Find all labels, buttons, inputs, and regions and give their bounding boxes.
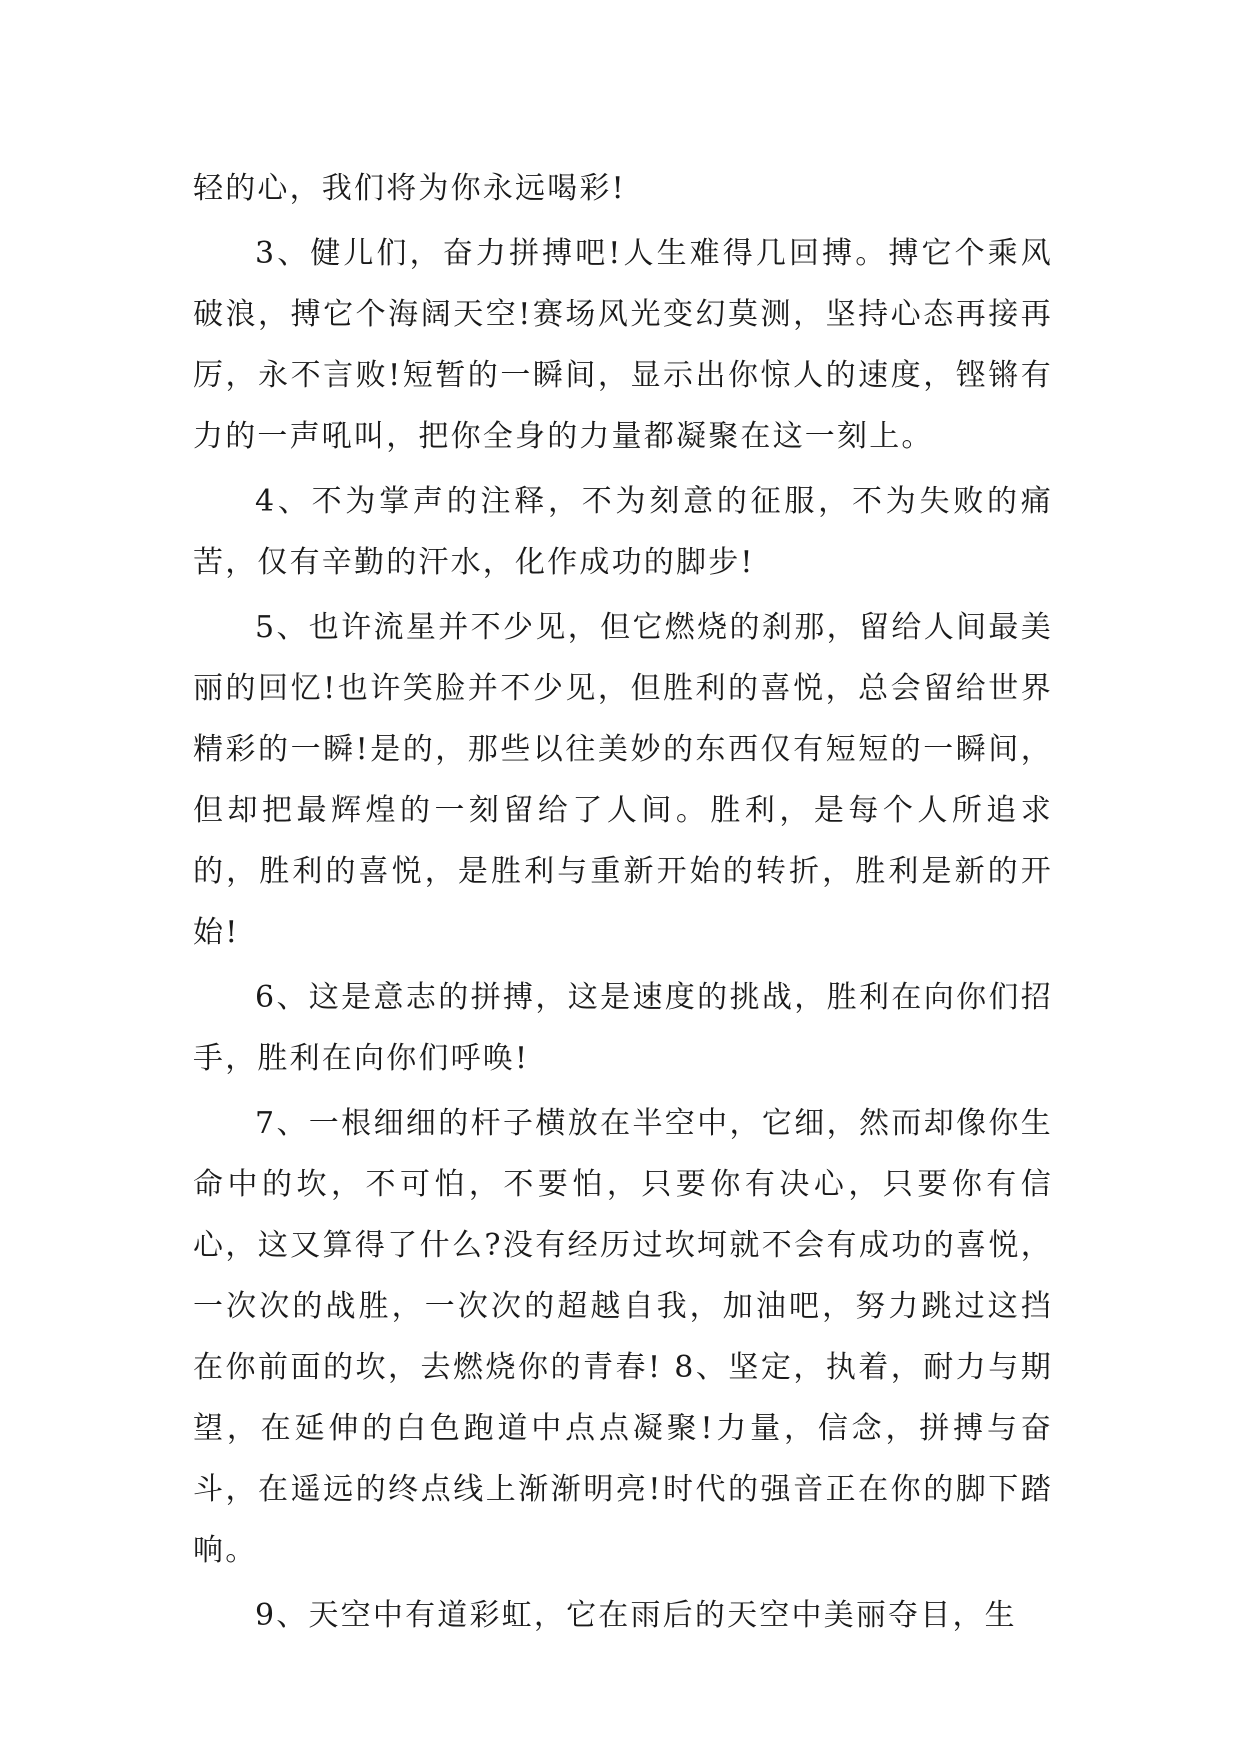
paragraph-item-4: 4、不为掌声的注释，不为刻意的征服，不为失败的痛苦，仅有辛勤的汗水，化作成功的脚步! — [193, 484, 1053, 580]
paragraph-item-6: 6、这是意志的拼搏，这是速度的挑战，胜利在向你们招手，胜利在向你们呼唤! — [193, 980, 1053, 1076]
paragraph-item-9: 9、天空中有道彩虹，它在雨后的天空中美丽夺目，生 — [255, 1598, 1017, 1633]
paragraph-item-7: 7、一根细细的杆子横放在半空中，它细，然而却像你生命中的坎，不可怕，不要怕，只要你有决心，只要你有信心，这又算得了什么?没有经历过坎坷就不会有成功的喜悦，一次次的战胜，一次次的超越自我，加油吧，努力跳过这挡在你前面的坎，去燃烧你的青春! 8、坚定，执着，耐力与期望，在延伸的白色跑道中点点凝聚!力量，信念，拼搏与奋斗，在遥远的终点线上渐渐明亮!时代的强音正在你的脚下踏响。 — [193, 1106, 1053, 1568]
paragraph-item-5: 5、也许流星并不少见，但它燃烧的刹那，留给人间最美丽的回忆!也许笑脸并不少见，但胜利的喜悦，总会留给世界精彩的一瞬!是的，那些以往美妙的东西仅有短短的一瞬间，但却把最辉煌的一刻留给了人间。胜利，是每个人所追求的，胜利的喜悦，是胜利与重新开始的转折，胜利是新的开始! — [193, 610, 1053, 950]
paragraph-continuation: 轻的心，我们将为你永远喝彩! — [193, 171, 626, 206]
document-body — [193, 158, 1053, 1650]
paragraph-item-3: 3、健儿们，奋力拼搏吧!人生难得几回搏。搏它个乘风破浪，搏它个海阔天空!赛场风光变幻莫测，坚持心态再接再厉，永不言败!短暂的一瞬间，显示出你惊人的速度，铿锵有力的一声吼叫，把你全身的力量都凝聚在这一刻上。 — [193, 236, 1053, 454]
